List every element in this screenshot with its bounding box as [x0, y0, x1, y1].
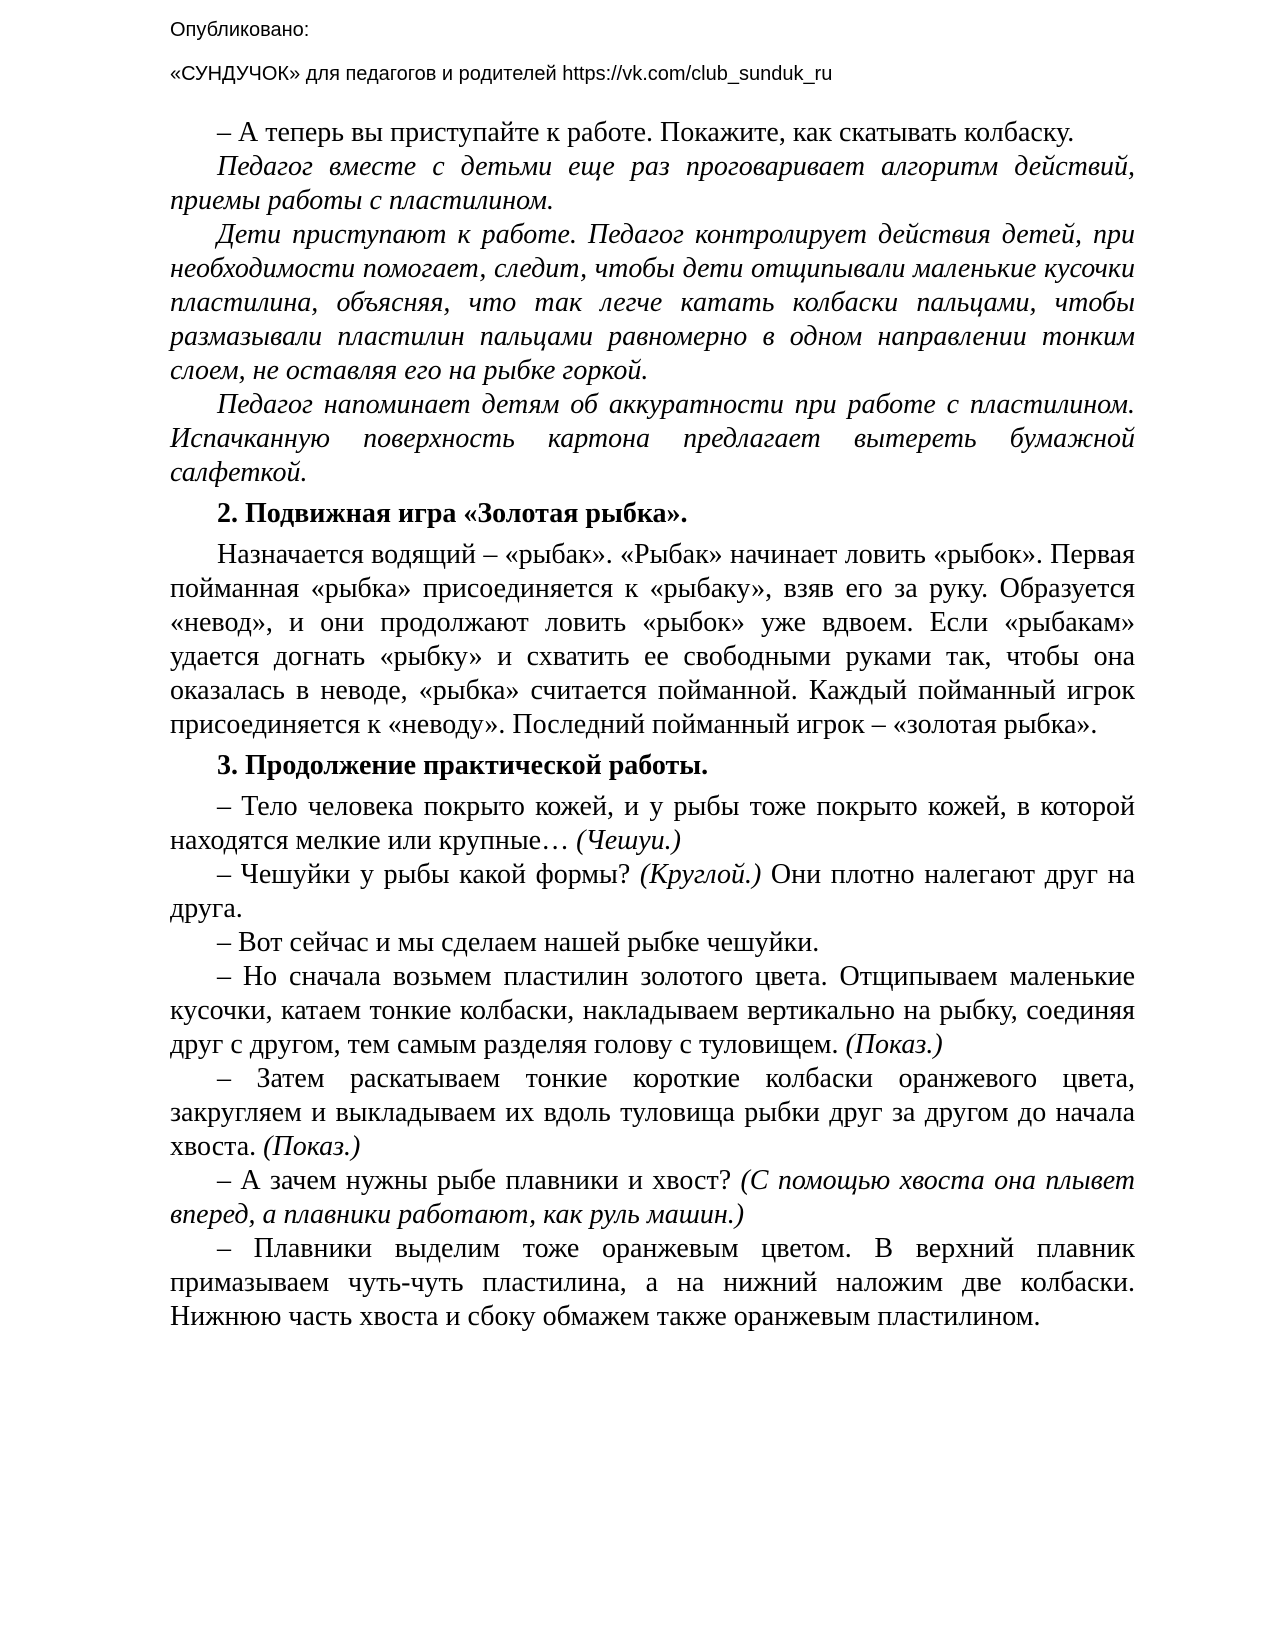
- paragraph-dialogue-fins-color: – Плавники выделим тоже оранжевым цветом. В верхний плавник примазываем чуть-чуть пластилина, а на нижний наложим две колбаски. Нижнюю часть хвоста и сбоку обмажем также оранжевым пластилином.: [170, 1233, 1135, 1332]
- paragraph-dialogue-gold-plasticine: [170, 960, 1135, 1062]
- text-answer-italic: (Круглой.): [639, 859, 762, 890]
- paragraph-game-rules: Назначается водящий – «рыбак». «Рыбак» начинает ловить «рыбок». Первая пойманная «рыбка» присоединяется к «рыбаку», взяв его за руку. Образуется «невод», и они продолжают ловить «рыбок» уже вдвоем. Если «рыбакам» удается догнать «рыбку» и схватить ее свободными руками так, чтобы она оказалась в неводе, «рыбка» считается пойманной. Каждый пойманный игрок присоединяется к «неводу». Последний пойманный игрок – «золотая рыбка».: [170, 539, 1135, 740]
- text-normal: – Чешуйки у рыбы какой формы?: [217, 859, 640, 890]
- text-demo-italic: (Показ.): [845, 1029, 943, 1060]
- paragraph-dialogue-make-scales: – Вот сейчас и мы сделаем нашей рыбке чешуйки.: [217, 927, 820, 958]
- text-demo-italic: (Показ.): [263, 1131, 361, 1162]
- paragraph-dialogue-skin: [170, 790, 1135, 858]
- document-body: [170, 116, 1135, 1334]
- paragraph-teacher-note-neatness: Педагог напоминает детям об аккуратности при работе с пластилином. Испачканную поверхность картона предлагает вытереть бумажной салфеткой.: [170, 389, 1135, 488]
- section-heading-practice: 3. Продолжение практической работы.: [217, 750, 709, 781]
- paragraph-teacher-note-supervision: Дети приступают к работе. Педагог контролирует действия детей, при необходимости помогает, следит, чтобы дети отщипывали маленькие кусочки пластилина, объясняя, что так легче катать колбаски пальцами, чтобы размазывали пластилин пальцами равномерно в одном направлении тонким слоем, не оставляя его на рыбке горкой.: [170, 219, 1135, 386]
- source-line: «СУНДУЧОК» для педагогов и родителей https://vk.com/club_sunduk_ru: [170, 63, 833, 85]
- text-normal: – Затем раскатываем тонкие короткие колбаски оранжевого цвета, закругляем и выкладываем их вдоль туловища рыбки друг за другом до начала хвоста.: [170, 1063, 1135, 1162]
- text-normal: – А зачем нужны рыбе плавники и хвост?: [217, 1165, 741, 1196]
- document-header: [170, 18, 1135, 86]
- paragraph-dialogue-start-work: – А теперь вы приступайте к работе. Покажите, как скатывать колбаску.: [217, 117, 1075, 148]
- paragraph-dialogue-fins-question: [170, 1164, 1135, 1232]
- text-normal: – Тело человека покрыто кожей, и у рыбы тоже покрыто кожей, в которой находятся мелкие или крупные…: [170, 791, 1135, 856]
- text-answer-italic: (Чешуи.): [576, 825, 682, 856]
- section-heading-game: 2. Подвижная игра «Золотая рыбка».: [217, 498, 688, 529]
- text-normal: – Но сначала возьмем пластилин золотого цвета. Отщипываем маленькие кусочки, катаем тонкие колбаски, накладываем вертикально на рыбку, соединяя друг с другом, тем самым разделяя голову с туловищем.: [170, 961, 1135, 1060]
- paragraph-dialogue-scales-shape: [170, 858, 1135, 926]
- text-answer-italic: (С помощью хвоста она плывет вперед, а плавники работают, как руль машин.): [170, 1165, 1135, 1230]
- text-normal: Они плотно налегают друг на друга.: [170, 859, 1135, 924]
- paragraph-teacher-note-algorithm: Педагог вместе с детьми еще раз проговаривает алгоритм действий, приемы работы с пластилином.: [170, 151, 1135, 216]
- published-label: Опубликовано:: [170, 19, 310, 41]
- paragraph-dialogue-orange-rolls: [170, 1062, 1135, 1164]
